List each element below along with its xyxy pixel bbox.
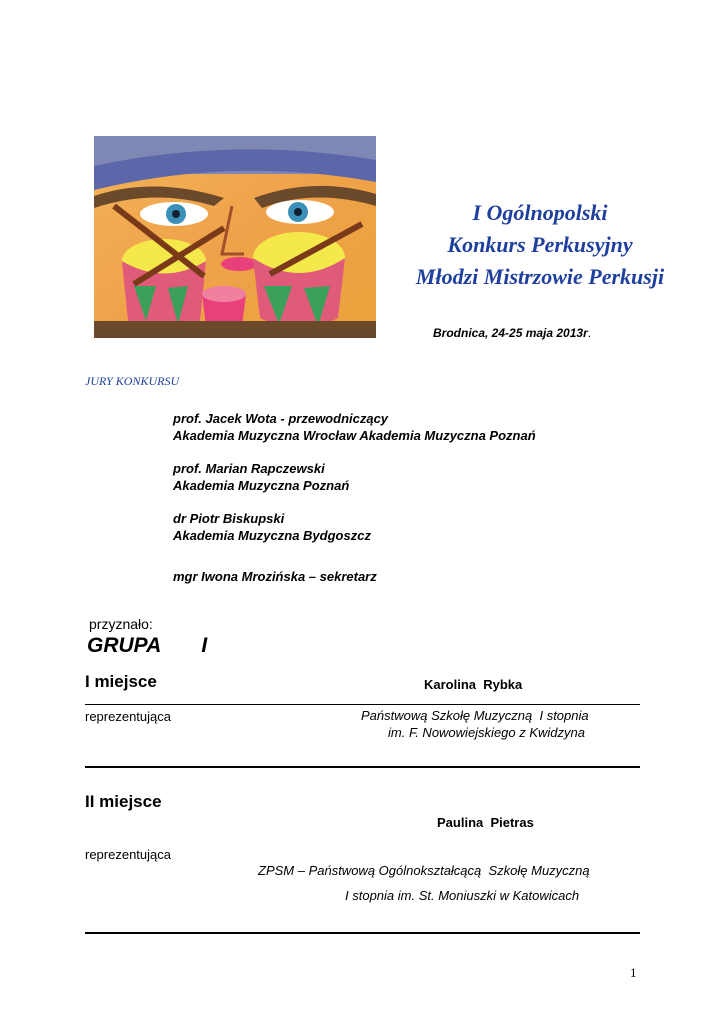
place-date: Brodnica, 24-25 maja 2013r. — [433, 326, 592, 340]
jury-member-3-line-2: Akademia Muzyczna Bydgoszcz — [173, 528, 371, 543]
second-place-school-line-1: ZPSM – Państwową Ogólnokształcącą Szkołę Muzyczną — [258, 863, 590, 878]
first-place-representing: reprezentująca — [85, 709, 171, 724]
second-place-representing: reprezentująca — [85, 847, 171, 862]
jury-heading: JURY KONKURSU — [85, 374, 180, 388]
first-place-school-line-2: im. F. Nowowiejskiego z Kwidzyna — [388, 725, 585, 740]
title-line-2: Konkurs Perkusyjny — [447, 232, 633, 257]
title-line-3: Młodzi Mistrzowie Perkusji — [415, 264, 665, 289]
awarded-label: przyznało: — [89, 616, 153, 632]
first-place-label: I miejsce — [85, 672, 157, 691]
jury-member-4-line-1: mgr Iwona Mrozińska – sekretarz — [173, 569, 377, 584]
jury-member-2-line-2: Akademia Muzyczna Poznań — [173, 478, 350, 493]
first-place-name: Karolina Rybka — [424, 677, 523, 692]
group-heading: GRUPA I — [87, 634, 208, 657]
second-place-school-line-2: I stopnia im. St. Moniuszki w Katowicach — [345, 888, 580, 903]
divider — [85, 704, 640, 705]
page-number: 1 — [630, 965, 637, 980]
jury-member-1-line-2: Akademia Muzyczna Wrocław Akademia Muzyczna Poznań — [173, 428, 536, 443]
drums-illustration — [94, 136, 376, 338]
first-place-school-line-1: Państwową Szkołę Muzyczną I stopnia — [361, 708, 589, 723]
jury-member-1-line-1: prof. Jacek Wota - przewodniczący — [173, 411, 389, 426]
second-place-name: Paulina Pietras — [437, 815, 534, 830]
divider — [85, 932, 640, 934]
second-place-label: II miejsce — [85, 792, 162, 811]
title-line-1: I Ogólnopolski — [472, 200, 608, 225]
jury-member-3-line-1: dr Piotr Biskupski — [173, 511, 285, 526]
jury-member-2-line-1: prof. Marian Rapczewski — [173, 461, 325, 476]
divider — [85, 766, 640, 768]
